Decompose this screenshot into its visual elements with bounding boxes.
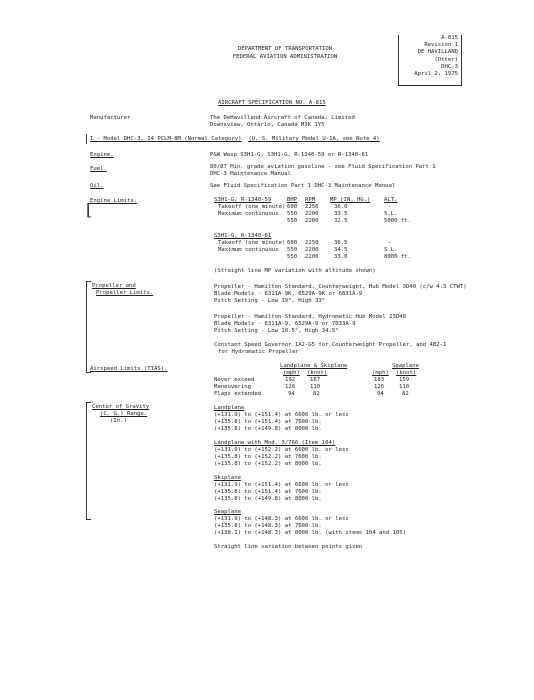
- engine-row-rpm: 2200: [305, 211, 319, 217]
- cg-section-title: Landplane: [214, 405, 245, 411]
- maker-name: DE HAVILLAND: [417, 49, 458, 56]
- engine-row-alt: S.L.: [384, 247, 398, 253]
- landplane-skiplane-header: Landplane & Skiplane: [280, 363, 348, 369]
- change-bracket: [: [86, 200, 93, 219]
- engine-group2-title: S3H1-G, R-1340-61: [214, 233, 272, 239]
- oil-label: Oil.: [90, 183, 104, 189]
- engine-row-alt: 8000 ft.: [384, 254, 411, 260]
- fuel-manual: DHC-3 Maintenance Manual: [210, 171, 291, 177]
- mp-header: MP (IN. HG.): [330, 197, 371, 203]
- cg-section-title: Skiplane: [214, 475, 241, 481]
- engine-row-mp: 33.5: [334, 211, 348, 217]
- cg-range-line: (+135.8) to (+152.2) at 7600 lb.: [214, 454, 322, 460]
- seaplane-header: Seaplane: [392, 363, 419, 369]
- model-line: [90, 137, 380, 143]
- engine-limits-label: Engine Limits.: [90, 198, 138, 204]
- propeller-1-blades: Blade Models - 6311A-9K, 6529A-9K or 6631A-9: [214, 291, 363, 297]
- cg-range-line: (+131.9) to (+151.4) at 6600 lb. or less: [214, 482, 349, 488]
- engine-row-bhp: 600: [287, 240, 298, 246]
- engine-row-name: Maximum continuous: [218, 211, 279, 217]
- aircraft-name: (Otter): [434, 56, 458, 63]
- engine-label: Engine.: [90, 152, 114, 158]
- airspeed-row-name: Maneuvering: [214, 384, 252, 390]
- engine-row-mp: 36.5: [334, 240, 348, 246]
- spec-number: A-815: [441, 35, 458, 41]
- engine-row-bhp: 550: [287, 211, 298, 217]
- airspeed-row-lmph: 94: [288, 391, 295, 397]
- revision-number: Revision 1: [424, 42, 458, 49]
- cg-range-line: (+131.9) to (+152.2) at 6600 lb. or less: [214, 447, 349, 453]
- engine-row-name: Takeoff (one minute): [218, 204, 286, 210]
- propeller-label: Propeller and: [92, 283, 136, 289]
- engine-row-bhp: 550: [287, 218, 298, 224]
- mph-header: (mph): [372, 370, 389, 376]
- governor-line: Constant Speed Governor 1A2-G5 for Counterweight Propeller, and 4B2-1: [214, 342, 447, 348]
- engine-row-rpm: 2200: [305, 254, 319, 260]
- engine-row-mp: 33.0: [334, 254, 348, 260]
- engine-row-alt: -: [388, 204, 392, 210]
- airspeed-row-lknot: 82: [313, 391, 320, 397]
- manufacturer-address: Downsview, Ontario, Canada M3K 1Y5: [210, 122, 325, 128]
- engine-row-bhp: 550: [287, 247, 298, 253]
- airspeed-row-lknot: 167: [310, 377, 321, 383]
- fuel-value: 80/87 Min. grade aviation gasoline - see Fluid Specification Part 1: [210, 164, 436, 170]
- airspeed-row-smph: 183: [374, 377, 385, 383]
- cg-range-line: (+131.9) to (+148.3) at 6600 lb. or less: [214, 516, 349, 522]
- airspeed-row-lmph: 126: [285, 384, 296, 390]
- airspeed-row-lknot: 110: [310, 384, 321, 390]
- engine-row-mp: 36.0: [334, 204, 348, 210]
- cg-range-line: (+135.8) to (+152.2) at 8000 lb.: [214, 461, 322, 467]
- cg-note: Straight line variation between points given: [214, 544, 363, 550]
- cg-range-label: (C. G.) Range.: [100, 411, 148, 417]
- propeller-2-model: Propeller - Hamilton Standard, Hydromatic Hub Model 23D40: [214, 314, 406, 320]
- airspeed-label: Airspeed Limits (TIAS).: [90, 366, 168, 372]
- engine-row-bhp: 600: [287, 204, 298, 210]
- airspeed-row-lmph: 192: [285, 377, 296, 383]
- engine-row-alt: S.L.: [384, 211, 398, 217]
- bhp-header: BHP: [287, 197, 298, 203]
- propeller-1-pitch: Pitch Setting - Low 19°, High 33°: [214, 298, 326, 304]
- airspeed-row-smph: 94: [377, 391, 384, 397]
- fuel-label: Fuel.: [90, 166, 107, 172]
- knot-header: (knot): [307, 370, 328, 376]
- knot-header: (knot): [396, 370, 417, 376]
- revision-box: [398, 35, 462, 86]
- cg-section-title: Seaplane: [214, 509, 241, 515]
- propeller-2-pitch: Pitch Setting - Low 18.5°, High 34.5°: [214, 328, 339, 334]
- airspeed-row-sknot: 159: [399, 377, 410, 383]
- airspeed-row-sknot: 82: [402, 391, 409, 397]
- propeller-2-blades: Blade Models - 6311A-9, 6529A-9 or 7033A-9: [214, 321, 356, 327]
- cg-unit-label: (In.): [110, 418, 127, 424]
- propeller-1-model: Propeller - Hamilton Standard, Counterweight, Hub Model 3D40 (c/w 4.3 CTWT): [214, 284, 467, 290]
- oil-value: See Fluid Specification Part 1 DHC-3 Maintenance Manual: [210, 183, 396, 189]
- document-title: AIRCRAFT SPECIFICATION NO. A-815: [218, 100, 326, 106]
- propeller-limits-label: Propeller Limits.: [96, 290, 154, 296]
- airspeed-row-smph: 126: [374, 384, 385, 390]
- department-heading: DEPARTMENT OF TRANSPORTATION: [237, 46, 333, 52]
- rpm-header: RPM: [305, 197, 316, 203]
- airspeed-row-name: Never exceed: [214, 377, 255, 383]
- engine-row-mp: 32.5: [334, 218, 348, 224]
- cg-range-line: (+135.8) to (+149.8) at 8000 lb.: [214, 496, 322, 502]
- airspeed-row-sknot: 110: [399, 384, 410, 390]
- agency-heading: FEDERAL AVIATION ADMINISTRATION: [232, 54, 338, 60]
- cg-range-line: (+135.8) to (+148.3) at 7600 lb.: [214, 523, 322, 529]
- governor-line-cont: for Hydromatic Propeller: [218, 349, 299, 355]
- alt-header: ALT.: [384, 197, 398, 203]
- military-model-note: (U. S. Military Model U-1A, see Note 4): [248, 136, 380, 142]
- engine-limits-note: (Straight line MP variation with altitude shown): [214, 268, 376, 274]
- cg-range-line: (+135.8) to (+151.4) at 7600 lb.: [214, 489, 322, 495]
- model-category: I - Model DHC-3, 14 PCLM-8M (Normal Category): [90, 136, 242, 142]
- revision-date: April 2, 1975: [414, 71, 458, 78]
- airspeed-row-name: Flaps extended: [214, 391, 262, 397]
- engine-value: P&W Wasp S3H1-G, S3H1-G, R-1340-59 or R-1340-61: [210, 152, 369, 158]
- engine-row-alt: -: [388, 240, 392, 246]
- cg-section-title: Landplane with Mod. 3/766 (Item 104): [214, 440, 336, 446]
- manufacturer-label: Manufacturer: [90, 115, 131, 121]
- engine-row-name: Maximum continuous: [218, 247, 279, 253]
- cg-range-line: (+135.8) to (+151.4) at 7600 lb.: [214, 419, 322, 425]
- change-bar: [86, 402, 91, 520]
- engine-row-mp: 34.5: [334, 247, 348, 253]
- model-designation: DHC-3: [441, 63, 458, 70]
- cg-range-line: (+138.1) to (+148.3) at 8000 lb. (with items 104 and 105): [214, 530, 406, 536]
- cg-label: Center of Gravity: [92, 404, 150, 410]
- manufacturer-name: The DeHavilland Aircraft of Canada, Limited: [210, 115, 355, 121]
- change-bar: [86, 134, 87, 144]
- mph-header: (mph): [283, 370, 300, 376]
- engine-row-rpm: 2250: [305, 240, 319, 246]
- engine-row-alt: 5000 ft.: [384, 218, 411, 224]
- cg-range-line: (+131.9) to (+151.4) at 6600 lb. or less: [214, 412, 349, 418]
- engine-row-rpm: 2250: [305, 204, 319, 210]
- engine-group1-title: S3H1-G, R-1340-59: [214, 197, 272, 203]
- engine-row-bhp: 550: [287, 254, 298, 260]
- engine-row-name: Takeoff (one minute): [218, 240, 286, 246]
- engine-row-rpm: 2200: [305, 218, 319, 224]
- change-bar: [86, 281, 91, 373]
- engine-row-rpm: 2200: [305, 247, 319, 253]
- cg-range-line: (+135.8) to (+149.8) at 8000 lb.: [214, 426, 322, 432]
